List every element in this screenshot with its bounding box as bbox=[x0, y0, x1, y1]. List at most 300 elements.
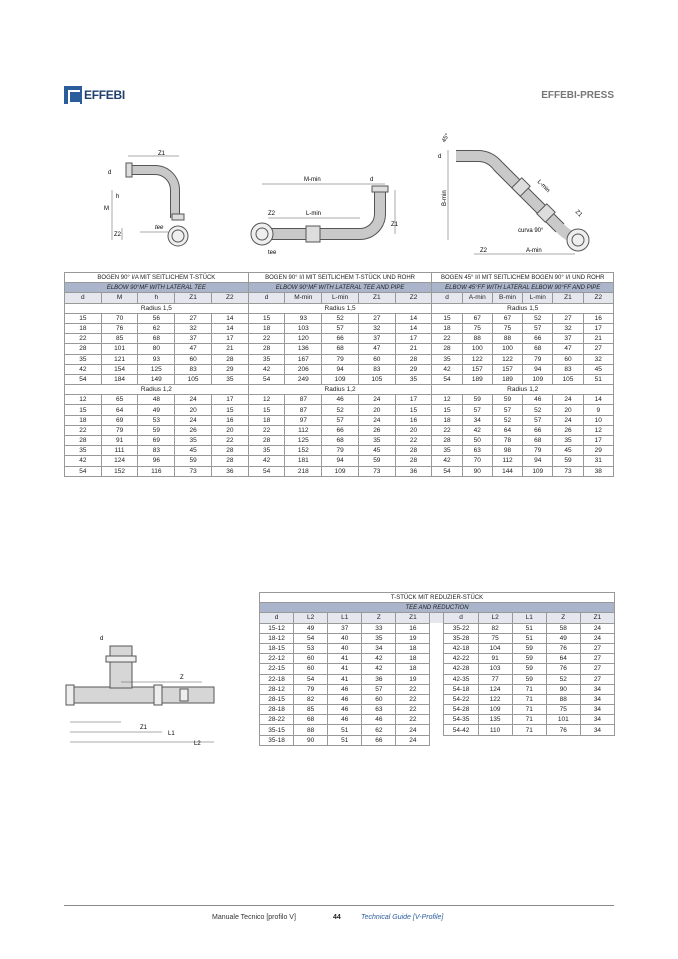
table-cell: 124 bbox=[101, 456, 138, 466]
table-cell: 26 bbox=[553, 425, 583, 435]
table-row bbox=[65, 466, 614, 476]
table-cell: 14 bbox=[395, 313, 432, 323]
table-cell: 57 bbox=[462, 405, 492, 415]
table-cell: 60 bbox=[294, 654, 328, 664]
table-row bbox=[260, 694, 615, 704]
table-cell: 112 bbox=[492, 456, 522, 466]
table-gap bbox=[478, 735, 512, 745]
table-cell: 16 bbox=[396, 623, 430, 633]
table-cell: 34 bbox=[580, 705, 614, 715]
table-cell: 249 bbox=[285, 374, 322, 384]
table-cell: 34 bbox=[580, 725, 614, 735]
svg-text:A-min: A-min bbox=[526, 248, 542, 254]
table-cell: 54 bbox=[432, 374, 462, 384]
table-cell: 28 bbox=[211, 354, 248, 364]
table-cell: 57 bbox=[322, 415, 359, 425]
column-header: B-min bbox=[492, 293, 522, 303]
table-cell: 120 bbox=[285, 334, 322, 344]
table-cell: 79 bbox=[294, 684, 328, 694]
table-cell: 105 bbox=[175, 374, 212, 384]
table-cell: 51 bbox=[328, 725, 362, 735]
table-cell: 60 bbox=[175, 354, 212, 364]
table-cell: 20 bbox=[175, 405, 212, 415]
table-gap bbox=[430, 684, 444, 694]
svg-text:tee: tee bbox=[155, 225, 164, 231]
table-cell: 21 bbox=[395, 344, 432, 354]
table-gap bbox=[430, 633, 444, 643]
table-cell: 27 bbox=[583, 344, 613, 354]
table-cell: 35 bbox=[175, 436, 212, 446]
table-cell: 67 bbox=[492, 313, 522, 323]
table-cell: 24 bbox=[580, 623, 614, 633]
table-cell: 18 bbox=[65, 323, 102, 333]
table-cell: 22 bbox=[248, 425, 285, 435]
table-cell: 22 bbox=[396, 684, 430, 694]
table-gap bbox=[430, 643, 444, 653]
column-header: M-min bbox=[285, 293, 322, 303]
table-cell: 53 bbox=[138, 415, 175, 425]
table-row bbox=[65, 456, 614, 466]
table-row bbox=[65, 425, 614, 435]
table-cell: 93 bbox=[138, 354, 175, 364]
table-row bbox=[65, 395, 614, 405]
table-cell: 9 bbox=[583, 405, 613, 415]
table-cell: 34 bbox=[462, 415, 492, 425]
table-cell: 70 bbox=[462, 456, 492, 466]
table-cell: 59 bbox=[492, 395, 522, 405]
table-cell: 94 bbox=[322, 364, 359, 374]
table-cell: 54 bbox=[65, 466, 102, 476]
table-cell: 17 bbox=[211, 395, 248, 405]
table-cell: 18 bbox=[396, 664, 430, 674]
table-cell: 24 bbox=[580, 633, 614, 643]
table-cell: 37 bbox=[553, 334, 583, 344]
table-cell: 64 bbox=[101, 405, 138, 415]
table-cell: 79 bbox=[322, 354, 359, 364]
brand-title: EFFEBI-PRESS bbox=[541, 90, 614, 101]
section-title: T-STÜCK MIT REDUZIER-STÜCK bbox=[260, 593, 615, 603]
table-cell: 46 bbox=[362, 715, 396, 725]
table-cell: 41 bbox=[328, 654, 362, 664]
column-header: L-min bbox=[322, 293, 359, 303]
table-row bbox=[260, 725, 615, 735]
table-cell: 66 bbox=[523, 425, 553, 435]
table-cell: 59 bbox=[553, 456, 583, 466]
table-cell: 82 bbox=[294, 694, 328, 704]
table-cell: 90 bbox=[294, 735, 328, 745]
table-cell: 59 bbox=[175, 456, 212, 466]
svg-text:d: d bbox=[100, 636, 104, 642]
table-cell: 87 bbox=[285, 395, 322, 405]
table-cell: 79 bbox=[101, 425, 138, 435]
table-cell: 83 bbox=[358, 364, 395, 374]
table-cell: 28 bbox=[248, 436, 285, 446]
table-gap bbox=[430, 725, 444, 735]
logo-text: EFFEBI bbox=[84, 88, 125, 102]
table-cell: 87 bbox=[285, 405, 322, 415]
table-cell: 45 bbox=[175, 446, 212, 456]
table-cell: 24 bbox=[396, 725, 430, 735]
table-cell: 42-35 bbox=[444, 674, 478, 684]
table-cell: 73 bbox=[553, 466, 583, 476]
table-cell: 36 bbox=[395, 466, 432, 476]
table-cell: 54 bbox=[294, 633, 328, 643]
table-cell: 52 bbox=[322, 313, 359, 323]
table-cell: 35 bbox=[395, 374, 432, 384]
table-cell: 85 bbox=[101, 334, 138, 344]
radius-label: Radius 1,5 bbox=[65, 303, 249, 313]
svg-text:Z1: Z1 bbox=[573, 209, 583, 219]
table-cell: 27 bbox=[175, 313, 212, 323]
table-cell: 42 bbox=[432, 364, 462, 374]
table-cell: 51 bbox=[328, 735, 362, 745]
table-gap bbox=[430, 715, 444, 725]
table-cell: 14 bbox=[583, 395, 613, 405]
table-gap bbox=[430, 664, 444, 674]
table-row bbox=[65, 374, 614, 384]
elbow90-diagram bbox=[100, 148, 200, 248]
section-subtitle: TEE AND REDUCTION bbox=[260, 603, 615, 613]
table-cell: 75 bbox=[492, 323, 522, 333]
table-cell: 51 bbox=[583, 374, 613, 384]
table-cell: 57 bbox=[523, 415, 553, 425]
table-cell: 100 bbox=[462, 344, 492, 354]
svg-text:Z2: Z2 bbox=[114, 232, 122, 238]
svg-text:Z2: Z2 bbox=[480, 248, 488, 254]
svg-text:h: h bbox=[116, 194, 120, 200]
table-cell: 12 bbox=[248, 395, 285, 405]
table-cell: 22-12 bbox=[260, 654, 294, 664]
table-cell: 42 bbox=[432, 456, 462, 466]
table-cell: 97 bbox=[285, 415, 322, 425]
table-cell: 94 bbox=[523, 364, 553, 374]
column-header: d bbox=[444, 613, 478, 623]
table-cell: 35 bbox=[248, 354, 285, 364]
table-cell: 28 bbox=[248, 344, 285, 354]
svg-text:Z2: Z2 bbox=[268, 211, 276, 217]
table-cell: 91 bbox=[101, 436, 138, 446]
table-cell: 90 bbox=[462, 466, 492, 476]
table-cell: 12 bbox=[65, 395, 102, 405]
table-cell: 42 bbox=[65, 364, 102, 374]
table-cell: 52 bbox=[492, 415, 522, 425]
fittings-table bbox=[64, 272, 614, 477]
svg-text:L-min: L-min bbox=[306, 211, 322, 217]
column-header: Z bbox=[546, 613, 580, 623]
table-cell: 15 bbox=[211, 405, 248, 415]
table-cell: 125 bbox=[285, 436, 322, 446]
table-cell: 54-42 bbox=[444, 725, 478, 735]
table-cell: 29 bbox=[583, 446, 613, 456]
table-cell: 157 bbox=[492, 364, 522, 374]
table-cell: 136 bbox=[285, 344, 322, 354]
table-cell: 34 bbox=[362, 643, 396, 653]
table-cell: 22-18 bbox=[260, 674, 294, 684]
table-cell: 46 bbox=[328, 694, 362, 704]
table-cell: 42 bbox=[362, 654, 396, 664]
table-cell: 22 bbox=[395, 436, 432, 446]
svg-text:L-min: L-min bbox=[535, 179, 551, 195]
table-cell: 218 bbox=[285, 466, 322, 476]
table-cell: 184 bbox=[101, 374, 138, 384]
table-cell: 98 bbox=[492, 446, 522, 456]
table-cell: 73 bbox=[358, 466, 395, 476]
table-cell: 16 bbox=[395, 415, 432, 425]
table-cell: 14 bbox=[395, 323, 432, 333]
svg-text:B-min: B-min bbox=[442, 190, 448, 206]
table-cell: 20 bbox=[395, 425, 432, 435]
table-cell: 42 bbox=[248, 456, 285, 466]
table-gap bbox=[430, 654, 444, 664]
column-header: L2 bbox=[478, 613, 512, 623]
table-cell: 18 bbox=[248, 323, 285, 333]
page-number: 44 bbox=[333, 914, 341, 921]
svg-text:45°: 45° bbox=[441, 132, 452, 144]
table-cell: 27 bbox=[580, 654, 614, 664]
table-cell: 83 bbox=[553, 364, 583, 374]
table-cell: 64 bbox=[492, 425, 522, 435]
table-cell: 68 bbox=[322, 436, 359, 446]
footer-manual-title: Manuale Tecnico [profilo V] bbox=[212, 914, 296, 921]
table-cell: 28 bbox=[395, 354, 432, 364]
table-cell: 66 bbox=[523, 334, 553, 344]
table-cell: 22 bbox=[432, 334, 462, 344]
table-cell: 18 bbox=[396, 654, 430, 664]
column-header: Z1 bbox=[396, 613, 430, 623]
table-cell: 34 bbox=[580, 684, 614, 694]
column-header: Z1 bbox=[553, 293, 583, 303]
table-cell: 109 bbox=[523, 466, 553, 476]
table-row bbox=[260, 715, 615, 725]
table-cell: 54-28 bbox=[444, 705, 478, 715]
svg-text:d: d bbox=[108, 170, 112, 176]
table-cell: 15 bbox=[65, 313, 102, 323]
column-header: Z bbox=[362, 613, 396, 623]
table-cell: 57 bbox=[523, 323, 553, 333]
table-cell: 18-15 bbox=[260, 643, 294, 653]
table-cell: 42-22 bbox=[444, 654, 478, 664]
table-row bbox=[65, 344, 614, 354]
table-cell: 22-15 bbox=[260, 664, 294, 674]
table-cell: 35 bbox=[358, 436, 395, 446]
section-subtitle: ELBOW 90°MF WITH LATERAL TEE AND PIPE bbox=[248, 283, 432, 293]
table-cell: 46 bbox=[328, 684, 362, 694]
table-cell: 17 bbox=[395, 395, 432, 405]
table-cell: 88 bbox=[492, 334, 522, 344]
svg-text:Z1: Z1 bbox=[391, 222, 399, 228]
table-gap bbox=[444, 735, 478, 745]
table-cell: 124 bbox=[478, 684, 512, 694]
column-header: h bbox=[138, 293, 175, 303]
table-cell: 109 bbox=[478, 705, 512, 715]
table-cell: 91 bbox=[478, 654, 512, 664]
table-cell: 18 bbox=[432, 323, 462, 333]
table-cell: 54-35 bbox=[444, 715, 478, 725]
table-row bbox=[65, 405, 614, 415]
table-row bbox=[260, 674, 615, 684]
table-cell: 135 bbox=[478, 715, 512, 725]
column-header: d bbox=[248, 293, 285, 303]
table-cell: 28-12 bbox=[260, 684, 294, 694]
table-cell: 17 bbox=[583, 323, 613, 333]
table-cell: 62 bbox=[362, 725, 396, 735]
table-cell: 68 bbox=[138, 334, 175, 344]
svg-text:tee: tee bbox=[268, 250, 277, 256]
table-cell: 122 bbox=[462, 354, 492, 364]
table-row bbox=[65, 364, 614, 374]
table-cell: 22 bbox=[248, 334, 285, 344]
column-header: d bbox=[432, 293, 462, 303]
table-cell: 88 bbox=[546, 694, 580, 704]
table-cell: 103 bbox=[285, 323, 322, 333]
table-cell: 34 bbox=[580, 715, 614, 725]
table-row bbox=[65, 323, 614, 333]
table-cell: 27 bbox=[580, 674, 614, 684]
table-cell: 111 bbox=[101, 446, 138, 456]
table-cell: 88 bbox=[462, 334, 492, 344]
table-cell: 101 bbox=[546, 715, 580, 725]
table-row bbox=[260, 705, 615, 715]
svg-text:d: d bbox=[370, 177, 374, 183]
tee-reduction-diagram bbox=[62, 632, 222, 752]
table-cell: 54-18 bbox=[444, 684, 478, 694]
table-cell: 35 bbox=[65, 446, 102, 456]
section-subtitle: ELBOW 45°FF WITH LATERAL ELBOW 90°FF AND PIPE bbox=[432, 283, 614, 293]
table-row bbox=[65, 436, 614, 446]
table-cell: 54 bbox=[248, 374, 285, 384]
table-cell: 46 bbox=[328, 705, 362, 715]
table-cell: 22 bbox=[65, 334, 102, 344]
table-cell: 35-15 bbox=[260, 725, 294, 735]
table-cell: 109 bbox=[523, 374, 553, 384]
table-cell: 76 bbox=[101, 323, 138, 333]
table-cell: 22 bbox=[65, 425, 102, 435]
table-row bbox=[260, 735, 615, 745]
column-header: d bbox=[65, 293, 102, 303]
footer-guide-title: Technical Guide [V-Profile] bbox=[361, 914, 444, 921]
table-cell: 22 bbox=[432, 425, 462, 435]
table-cell: 48 bbox=[138, 395, 175, 405]
table-cell: 79 bbox=[523, 354, 553, 364]
table-cell: 121 bbox=[101, 354, 138, 364]
table-cell: 36 bbox=[211, 466, 248, 476]
section-title: BOGEN 45° I/I MIT SEITLICHEM BOGEN 90° I/I UND ROHR bbox=[432, 273, 614, 283]
table-cell: 83 bbox=[138, 446, 175, 456]
table-cell: 94 bbox=[322, 456, 359, 466]
table-cell: 59 bbox=[512, 643, 546, 653]
table-cell: 82 bbox=[478, 623, 512, 633]
table-cell: 76 bbox=[546, 664, 580, 674]
table-cell: 24 bbox=[396, 735, 430, 745]
table-cell: 57 bbox=[322, 323, 359, 333]
table-cell: 109 bbox=[322, 466, 359, 476]
column-header: Z2 bbox=[211, 293, 248, 303]
table-cell: 88 bbox=[294, 725, 328, 735]
table-cell: 75 bbox=[462, 323, 492, 333]
table-row bbox=[260, 664, 615, 674]
table-cell: 35 bbox=[211, 374, 248, 384]
table-cell: 28-22 bbox=[260, 715, 294, 725]
table-cell: 65 bbox=[101, 395, 138, 405]
table-cell: 78 bbox=[492, 436, 522, 446]
svg-text:L1: L1 bbox=[168, 731, 175, 737]
table-cell: 112 bbox=[285, 425, 322, 435]
table-cell: 18 bbox=[396, 643, 430, 653]
table-cell: 53 bbox=[294, 643, 328, 653]
table-cell: 18 bbox=[248, 415, 285, 425]
table-cell: 54 bbox=[432, 466, 462, 476]
table-cell: 49 bbox=[294, 623, 328, 633]
table-cell: 80 bbox=[138, 344, 175, 354]
table-cell: 68 bbox=[294, 715, 328, 725]
table-cell: 100 bbox=[492, 344, 522, 354]
table-cell: 62 bbox=[138, 323, 175, 333]
column-header: L-min bbox=[523, 293, 553, 303]
table-cell: 71 bbox=[512, 684, 546, 694]
table-cell: 71 bbox=[512, 715, 546, 725]
table-cell: 189 bbox=[462, 374, 492, 384]
table-cell: 68 bbox=[523, 436, 553, 446]
table-cell: 31 bbox=[583, 456, 613, 466]
section-title: BOGEN 90° I/A MIT SEITLICHEM T-STÜCK bbox=[65, 273, 249, 283]
table-cell: 157 bbox=[462, 364, 492, 374]
table-cell: 47 bbox=[553, 344, 583, 354]
table-cell: 24 bbox=[553, 415, 583, 425]
table-cell: 46 bbox=[328, 715, 362, 725]
svg-text:Z1: Z1 bbox=[158, 151, 166, 157]
table-cell: 94 bbox=[523, 456, 553, 466]
table-cell: 29 bbox=[395, 364, 432, 374]
table-cell: 52 bbox=[546, 674, 580, 684]
table-cell: 35 bbox=[432, 446, 462, 456]
table-cell: 69 bbox=[138, 436, 175, 446]
table-cell: 63 bbox=[362, 705, 396, 715]
table-cell: 27 bbox=[358, 313, 395, 323]
table-row bbox=[260, 643, 615, 653]
table-cell: 59 bbox=[512, 654, 546, 664]
table-row bbox=[260, 633, 615, 643]
table-cell: 32 bbox=[358, 323, 395, 333]
table-cell: 22 bbox=[396, 694, 430, 704]
table-cell: 19 bbox=[396, 674, 430, 684]
table-cell: 101 bbox=[101, 344, 138, 354]
radius-label: Radius 1,5 bbox=[248, 303, 432, 313]
table-cell: 60 bbox=[294, 664, 328, 674]
table-cell: 68 bbox=[523, 344, 553, 354]
table-cell: 90 bbox=[546, 684, 580, 694]
table-cell: 17 bbox=[583, 436, 613, 446]
table-cell: 76 bbox=[546, 725, 580, 735]
table-cell: 69 bbox=[101, 415, 138, 425]
table-cell: 26 bbox=[358, 425, 395, 435]
table-cell: 15 bbox=[432, 313, 462, 323]
table-gap bbox=[430, 694, 444, 704]
table-cell: 21 bbox=[211, 344, 248, 354]
table-cell: 36 bbox=[362, 674, 396, 684]
table-cell: 189 bbox=[492, 374, 522, 384]
section-title: BOGEN 90° I/I MIT SEITLICHEM T-STÜCK UND ROHR bbox=[248, 273, 432, 283]
table-cell: 57 bbox=[362, 684, 396, 694]
table-cell: 35 bbox=[362, 633, 396, 643]
table-cell: 50 bbox=[462, 436, 492, 446]
table-cell: 76 bbox=[546, 643, 580, 653]
table-cell: 12 bbox=[583, 425, 613, 435]
table-cell: 122 bbox=[492, 354, 522, 364]
table-cell: 167 bbox=[285, 354, 322, 364]
table-cell: 93 bbox=[285, 313, 322, 323]
table-gap bbox=[430, 613, 444, 623]
table-cell: 24 bbox=[175, 395, 212, 405]
